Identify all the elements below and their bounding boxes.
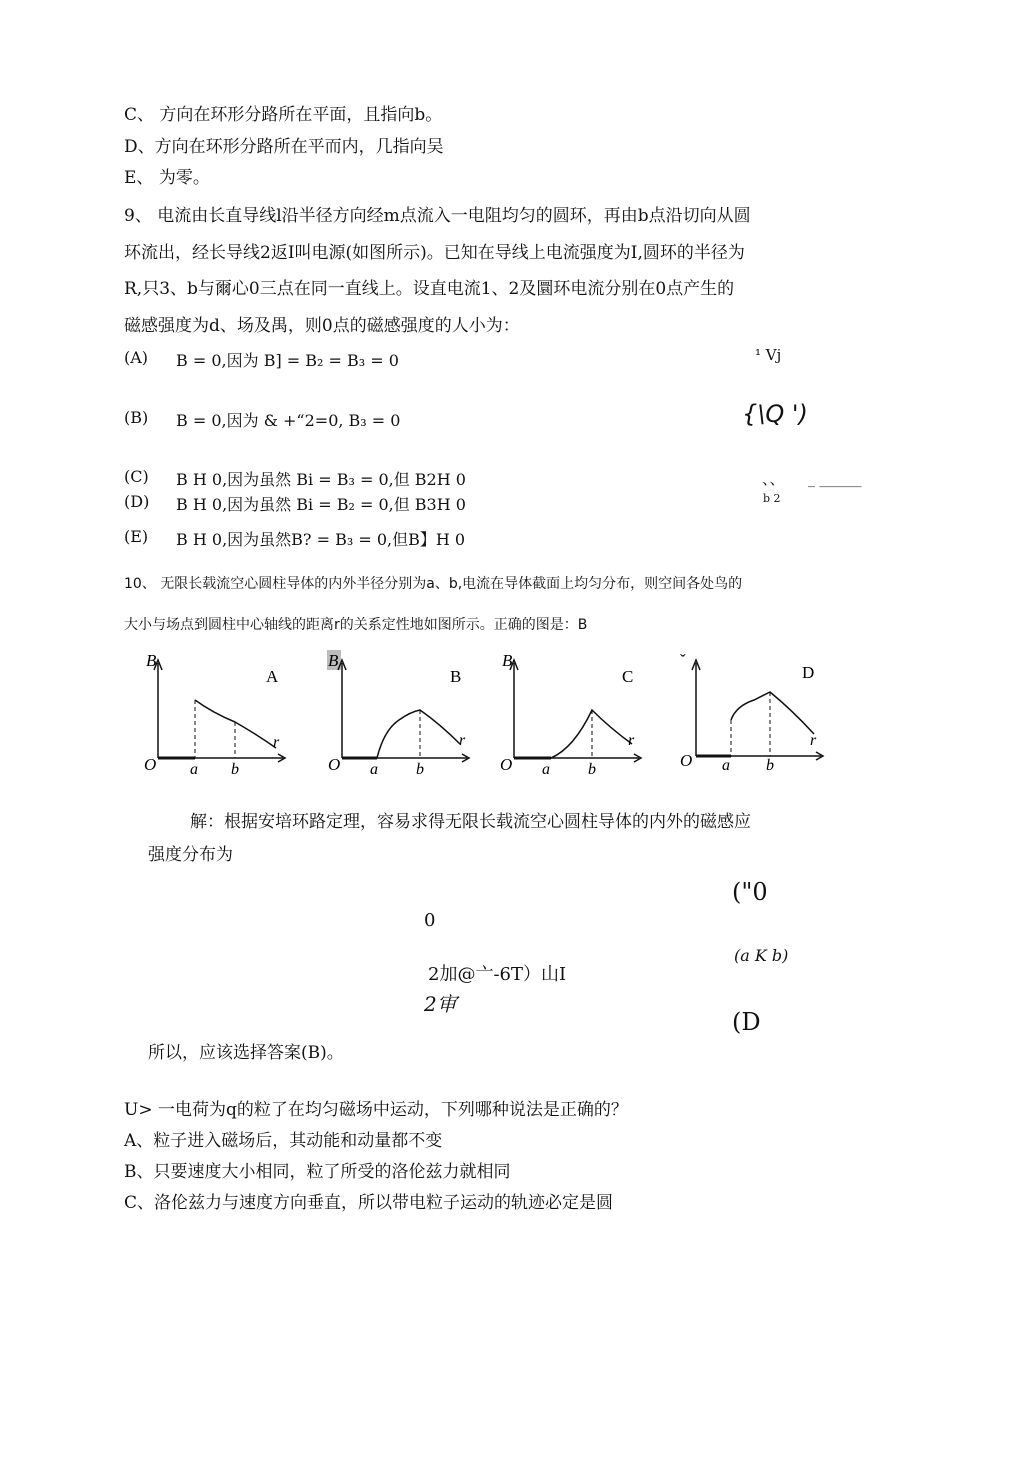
formula-brace-top: ("0 [732, 878, 768, 906]
panel-label: C [622, 667, 634, 686]
graph-d [676, 648, 836, 778]
formula-brace-bottom: (D [732, 1008, 761, 1036]
axis-label-y: ˇ [680, 651, 686, 670]
q8-option-c: C、 方向在环形分路所在平面，且指向b。 [124, 105, 443, 125]
option-label: (D) [124, 492, 150, 511]
axis-label-x: r [459, 732, 466, 749]
q11-option-c: C、洛伦兹力与速度方向垂直，所以带电粒子运动的轨迹必定是圆 [124, 1193, 614, 1213]
mark-b: b [588, 761, 596, 778]
q9-stem-line-2: 环流出，经长导线2返I叫电源(如图所示)。已知在导线上电流强度为I,圆环的半径为 [124, 243, 745, 263]
graph-b [322, 648, 482, 778]
origin-label: O [680, 751, 693, 770]
q10-stem-line-1: 10、 无限长载流空心圆柱导体的内外半径分别为a、b,电流在导体截面上均匀分布，则空间各处鸟的 [124, 576, 743, 592]
q10-stem-line-2: 大小与场点到圆柱中心轴线的距离r的关系定性地如图所示。正确的图是：B [124, 617, 588, 633]
mark-a: a [722, 757, 730, 774]
q11-option-b: B、只要速度大小相同，粒了所受的洛伦兹力就相同 [124, 1162, 511, 1182]
origin-label: O [500, 755, 513, 774]
option-text: B H 0,因为虽然 Bi = B₃ = 0,但 B2H 0 [176, 470, 466, 489]
mark-b: b [231, 761, 239, 778]
origin-label: O [328, 755, 341, 774]
q9-stem-line-4: 磁感强度为d、场及禺，则0点的磁感强度的人小为： [124, 316, 520, 336]
graph-c [494, 648, 654, 778]
axis-label-y: B [328, 651, 339, 670]
panel-label: D [802, 663, 815, 682]
axis-label-y: B [502, 651, 513, 670]
q9-stem-line-1: 9、 电流由长直导线l沿半径方向经m点流入一电阻均匀的圆环，再由b点沿切向从圆 [124, 206, 751, 226]
figure-fragment-line: _ ______ [808, 472, 862, 488]
figure-fragment-commas: 、、 [762, 470, 785, 488]
q8-option-e: E、 为零。 [124, 168, 210, 188]
axis-label-x: r [273, 734, 280, 751]
q11-stem: U> 一电荷为q的粒了在均匀磁场中运动，下列哪种说法是正确的？ [124, 1100, 628, 1120]
axis-label-x: r [810, 732, 817, 749]
panel-label: A [266, 667, 279, 686]
figure-fragment-b2: b 2 [763, 492, 781, 505]
option-label: (E) [124, 527, 149, 546]
mark-a: a [542, 761, 550, 778]
q11-option-a: A、粒子进入磁场后，其动能和动量都不变 [124, 1131, 443, 1151]
formula-zero: 0 [424, 910, 436, 931]
option-label: (C) [124, 467, 149, 486]
answer-line: 所以，应该选择答案(B)。 [148, 1043, 344, 1063]
option-text: B = 0,因为 & +“2=0, B₃ = 0 [176, 411, 401, 430]
option-label: (B) [124, 408, 149, 427]
formula-condition: (a K b) [734, 946, 789, 965]
solution-line-1: 解：根据安培环路定理，容易求得无限长载流空心圆柱导体的内外的磁感应 [190, 812, 751, 832]
axis-label-x: r [628, 732, 635, 749]
mark-a: a [370, 761, 378, 778]
formula-middle: 2加@亠-6T）山I [428, 964, 567, 985]
figure-fragment-q: {\Q ') [742, 400, 808, 428]
axis-label-y: B [146, 651, 157, 670]
solution-line-2: 强度分布为 [148, 845, 233, 865]
q8-option-d: D、方向在环形分路所在平而内，几指向吴 [124, 137, 444, 157]
option-text: B H 0,因为虽然 Bi = B₂ = 0,但 B3H 0 [176, 495, 466, 514]
panel-label: B [450, 667, 462, 686]
origin-label: O [144, 755, 157, 774]
q9-stem-line-3: R,只3、b与爾心0三点在同一直线上。设直电流1、2及圜环电流分别在0点产生的 [124, 279, 735, 299]
mark-a: a [190, 761, 198, 778]
mark-b: b [766, 757, 774, 774]
graph-a [138, 648, 298, 778]
figure-fragment-vj: ¹ Vj [755, 346, 782, 364]
mark-b: b [416, 761, 424, 778]
formula-denominator: 2审 [424, 992, 457, 1016]
option-label: (A) [124, 348, 149, 367]
option-text: B H 0,因为虽然B? = B₃ = 0,但B】H 0 [176, 530, 466, 549]
option-text: B = 0,因为 B] = B₂ = B₃ = 0 [176, 351, 399, 370]
